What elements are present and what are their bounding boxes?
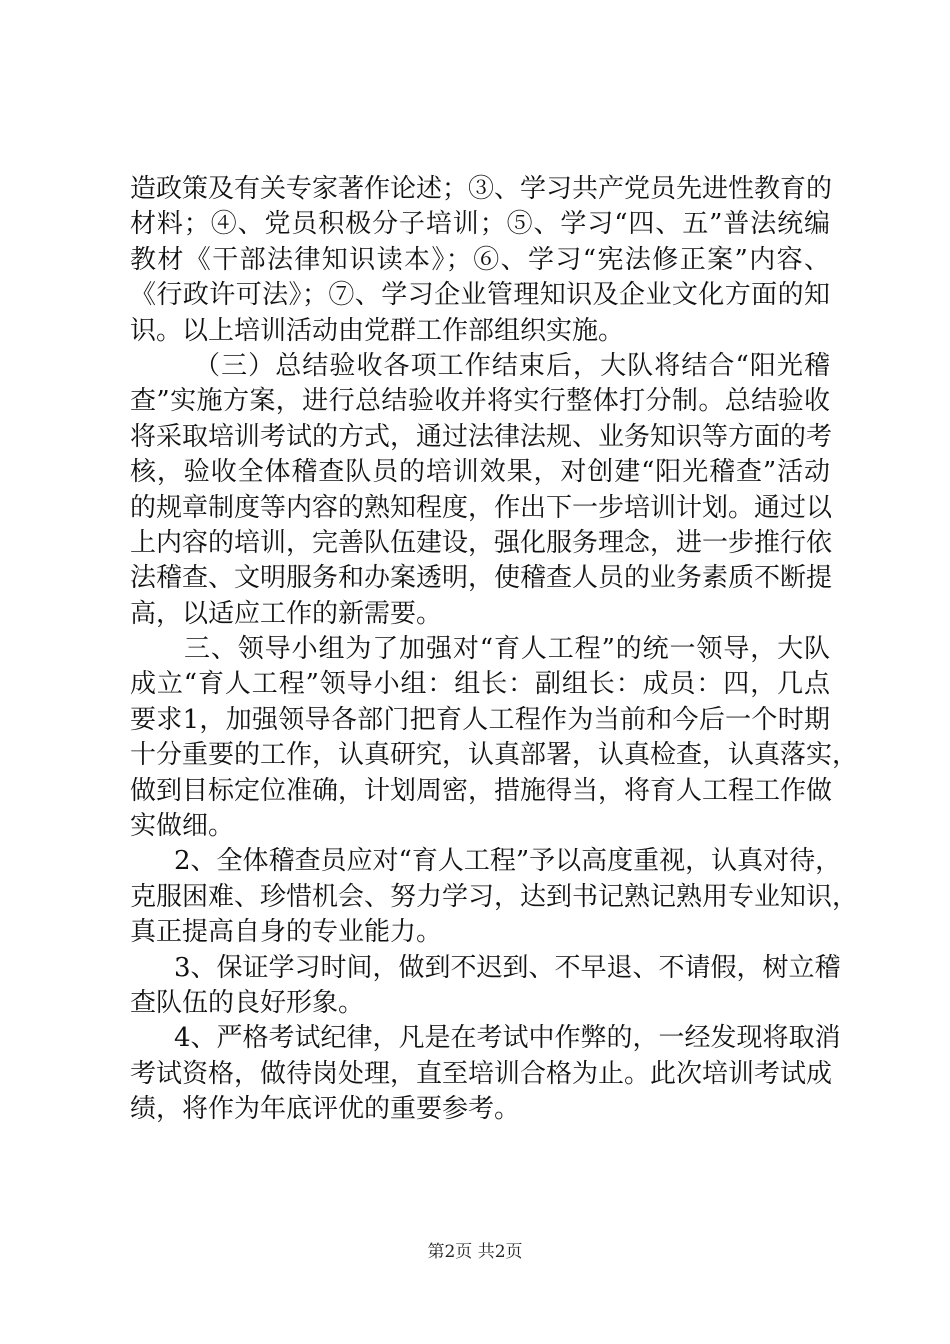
text-line: 《行政许可法》；⑦、学习企业管理知识及企业文化方面的知 xyxy=(130,280,830,311)
text-line: 十分重要的工作，认真研究，认真部署，认真检查，认真落实， xyxy=(130,740,859,771)
paragraph-1 xyxy=(130,172,833,349)
text-line: 要求1，加强领导各部门把育人工程作为当前和今后一个时期 xyxy=(130,704,830,735)
text-line: 真正提高自身的专业能力。 xyxy=(130,917,443,948)
page-footer xyxy=(0,1240,950,1264)
document-body xyxy=(130,172,859,1128)
text-line: 核，验收全体稽查队员的培训效果，对创建“阳光稽查”活动 xyxy=(130,457,830,488)
text-line: 绩，将作为年底评优的重要参考。 xyxy=(130,1094,521,1125)
text-line: 上内容的培训，完善队伍建设，强化服务理念，进一步推行依 xyxy=(130,527,833,558)
text-line: 3、保证学习时间，做到不迟到、不早退、不请假，树立稽 xyxy=(174,952,841,983)
text-line: 克服困难、珍惜机会、努力学习，达到书记熟记熟用专业知识， xyxy=(130,881,859,912)
text-line: 高，以适应工作的新需要。 xyxy=(130,598,443,629)
text-line: 做到目标定位准确，计划周密，措施得当，将育人工程工作做 xyxy=(130,775,833,806)
text-line: 查队伍的良好形象。 xyxy=(130,987,365,1018)
text-line: 法稽查、文明服务和办案透明，使稽查人员的业务素质不断提 xyxy=(130,563,833,594)
text-line: 教材《干部法律知识读本》；⑥、学习“宪法修正案”内容、 xyxy=(130,244,830,275)
paragraph-3 xyxy=(130,632,859,844)
text-line: 将采取培训考试的方式，通过法律法规、业务知识等方面的考 xyxy=(130,421,833,452)
text-line: 三、领导小组为了加强对“育人工程”的统一领导，大队 xyxy=(184,634,830,665)
paragraph-4 xyxy=(130,844,859,950)
text-line: 4、严格考试纪律，凡是在考试中作弊的，一经发现将取消 xyxy=(174,1023,841,1054)
text-line: 的规章制度等内容的熟知程度，作出下一步培训计划。通过以 xyxy=(130,492,833,523)
text-line: （三）总结验收各项工作结束后，大队将结合“阳光稽 xyxy=(194,350,830,381)
text-line: 材料；④、党员积极分子培训；⑤、学习“四、五”普法统编 xyxy=(130,209,830,240)
paragraph-5 xyxy=(130,951,841,1022)
text-line: 考试资格，做待岗处理，直至培训合格为止。此次培训考试成 xyxy=(130,1058,833,1089)
text-line: 造政策及有关专家著作论述；③、学习共产党员先进性教育的 xyxy=(130,174,833,204)
page-number-label: 第2页 共2页 xyxy=(427,1242,523,1262)
text-line: 实做细。 xyxy=(130,811,235,842)
paragraph-2 xyxy=(130,349,833,632)
text-line: 2、全体稽查员应对“育人工程”予以高度重视，认真对待， xyxy=(174,846,842,877)
paragraph-6 xyxy=(130,1021,841,1127)
text-line: 查”实施方案，进行总结验收并将实行整体打分制。总结验收 xyxy=(130,386,830,417)
text-line: 成立“育人工程”领导小组：组长：副组长：成员：四，几点 xyxy=(130,669,830,700)
text-line: 识。以上培训活动由党群工作部组织实施。 xyxy=(130,315,625,346)
